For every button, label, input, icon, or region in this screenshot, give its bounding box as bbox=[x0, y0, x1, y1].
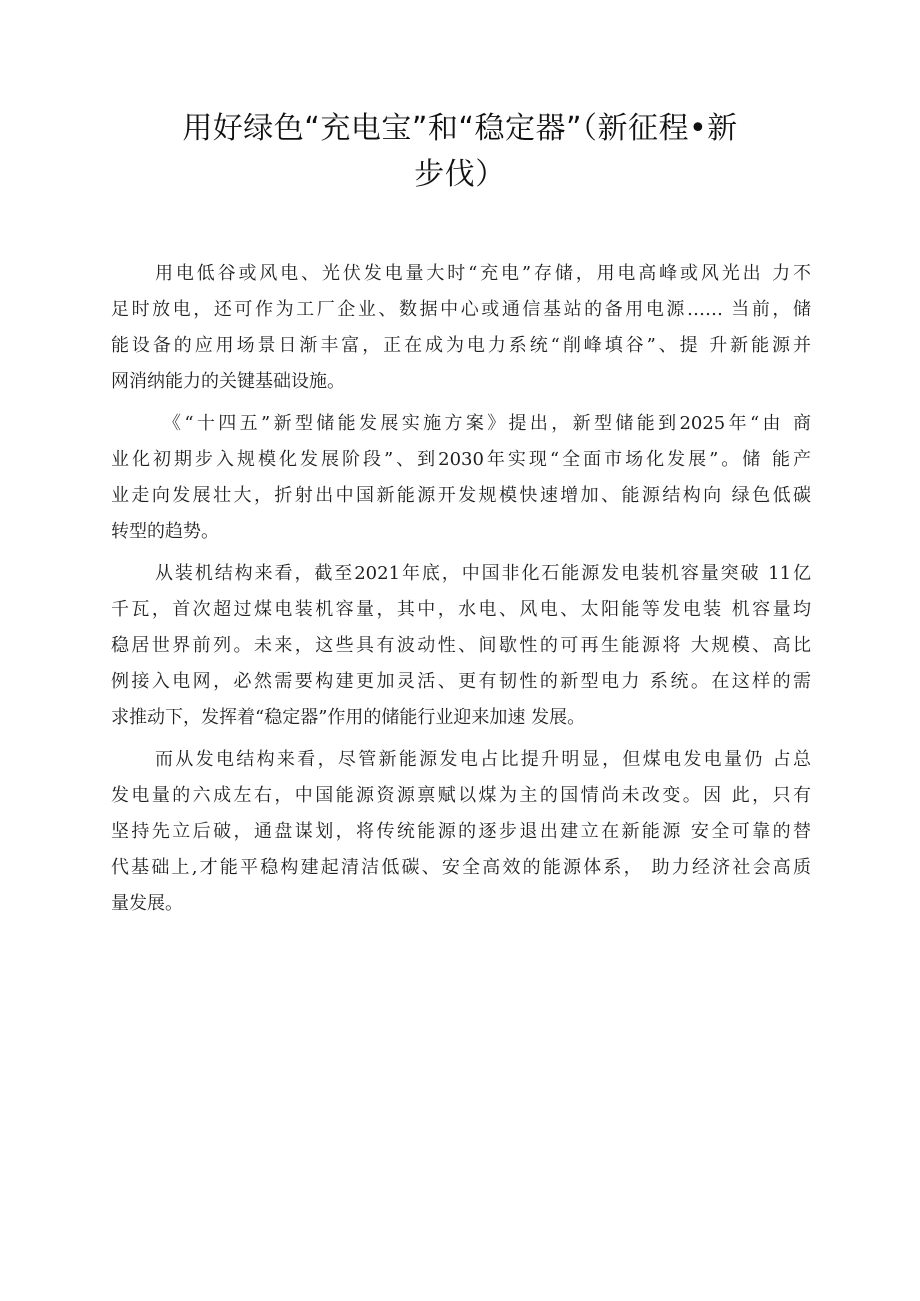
text-line: 稳居世界前列。未来，这些具有波动性、间歇性的可再生能源将 大规模、高比 bbox=[111, 635, 811, 656]
text-line: 《“十四五”新型储能发展实施方案》提出，新型储能到2025年“由 商 bbox=[163, 413, 811, 434]
paragraph-3 bbox=[111, 556, 811, 736]
text-line: 从装机结构来看，截至2021年底，中国非化石能源发电装机容量突破 11亿 bbox=[155, 563, 811, 584]
title-line: 用好绿色“充电宝”和“稳定器”（新征程•新 bbox=[182, 111, 738, 146]
text-line: 求推动下，发挥着“稳定器”作用的储能行业迎来加速 发展。 bbox=[111, 707, 586, 728]
text-line: 业化初期步入规模化发展阶段”、到2030年实现“全面市场化发展”。储 能产 bbox=[111, 449, 811, 470]
text-line: 转型的趋势。 bbox=[111, 521, 219, 542]
paragraph-1 bbox=[111, 256, 811, 400]
text-line: 量发展。 bbox=[111, 893, 183, 914]
text-line: 坚持先立后破，通盘谋划，将传统能源的逐步退出建立在新能源 安全可靠的替 bbox=[111, 821, 811, 842]
article-body bbox=[111, 256, 811, 928]
text-line: 代基础上,才能平稳构建起清洁低碳、安全高效的能源体系， 助力经济社会高质 bbox=[111, 857, 811, 878]
title-line: 步伐） bbox=[414, 157, 506, 192]
text-line: 例接入电网，必然需要构建更加灵活、更有韧性的新型电力 系统。在这样的需 bbox=[111, 671, 811, 692]
text-line: 业走向发展壮大，折射出中国新能源开发规模快速增加、能源结构向 绿色低碳 bbox=[111, 485, 811, 506]
text-line: 发电量的六成左右，中国能源资源禀赋以煤为主的国情尚未改变。因 此，只有 bbox=[111, 785, 811, 806]
text-line: 能设备的应用场景日渐丰富，正在成为电力系统“削峰填谷”、提 升新能源并 bbox=[111, 335, 811, 356]
text-line: 用电低谷或风电、光伏发电量大时“充电”存储，用电高峰或风光出 力不 bbox=[155, 263, 811, 284]
text-line: 足时放电，还可作为工厂企业、数据中心或通信基站的备用电源…… 当前，储 bbox=[111, 299, 811, 320]
paragraph-4 bbox=[111, 742, 811, 922]
text-line: 千瓦，首次超过煤电装机容量，其中，水电、风电、太阳能等发电装 机容量均 bbox=[111, 599, 811, 620]
text-line: 而从发电结构来看，尽管新能源发电占比提升明显，但煤电发电量仍 占总 bbox=[155, 749, 811, 770]
paragraph-2 bbox=[111, 406, 811, 550]
text-line: 网消纳能力的关键基础设施。 bbox=[111, 371, 345, 392]
page-title bbox=[110, 106, 810, 198]
